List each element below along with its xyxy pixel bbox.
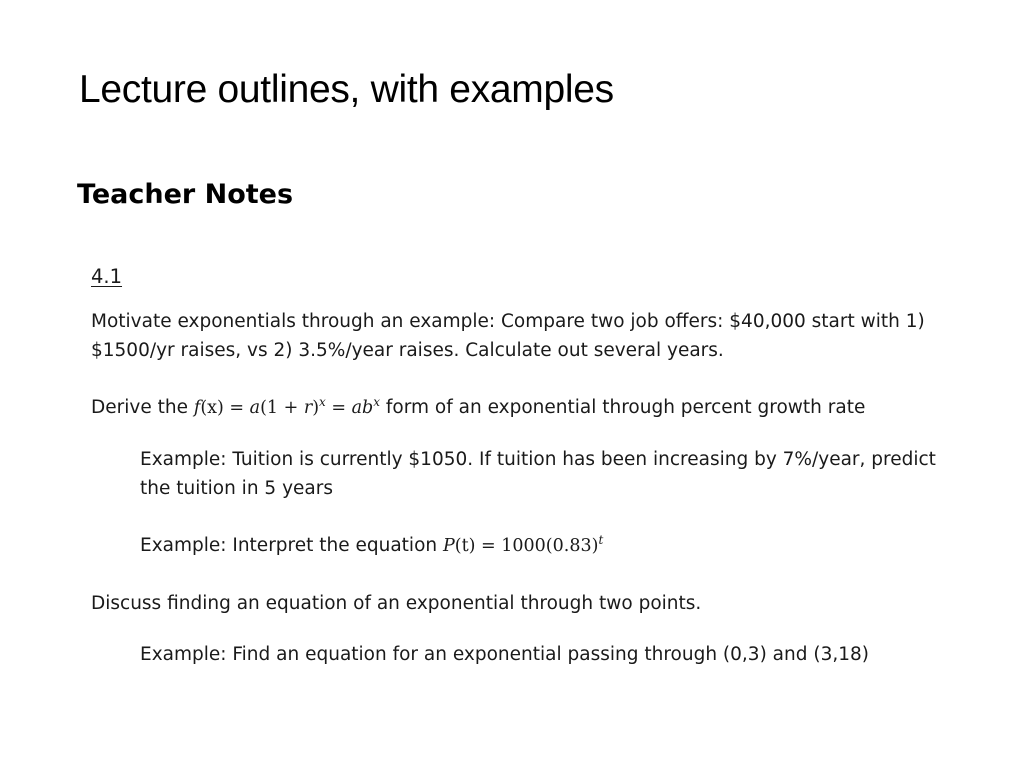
two-points-paragraph: Discuss finding an equation of an exponential through two points. xyxy=(91,593,702,614)
two-points-example: Example: Find an equation for an exponential passing through (0,3) and (3,18) xyxy=(140,644,869,665)
tuition-example: Example: Tuition is currently $1050. If tuition has been increasing by 7%/year, predict the tuition in 5 years xyxy=(140,449,936,499)
eq-t-arg: (t) xyxy=(454,536,476,556)
eq-ab: ab xyxy=(351,398,374,418)
eq-base: (1 + xyxy=(260,398,304,418)
eq-exp-1: x xyxy=(319,395,326,409)
teacher-notes-heading: Teacher Notes xyxy=(77,179,294,210)
slide-title: Lecture outlines, with examples xyxy=(79,68,614,111)
notes-content xyxy=(91,262,941,669)
eq-r: r xyxy=(303,398,313,418)
eq-f: f xyxy=(193,398,201,418)
section-number: 4.1 xyxy=(91,265,123,288)
derive-text-after: form of an exponential through percent growth rate xyxy=(380,397,866,418)
derive-paragraph xyxy=(91,393,941,423)
interpret-text: Example: Interpret the equation xyxy=(140,535,444,556)
eq-exp-2: x xyxy=(373,395,381,409)
eq-x-arg: (x) xyxy=(200,398,224,418)
motivation-paragraph: Motivate exponentials through an example: Compare two job offers: $40,000 start with 1) $1500/yr raises, vs 2) 3.5%/year raises. Calculate out several years. xyxy=(91,311,925,361)
interpret-example xyxy=(140,531,941,561)
eq-close: ) xyxy=(312,398,320,418)
eq-equals-2: = xyxy=(325,398,352,418)
eq-rhs: = 1000(0.83) xyxy=(475,536,599,556)
eq-equals-1: = xyxy=(223,398,250,418)
eq-t-exp: t xyxy=(598,533,604,547)
decay-equation xyxy=(443,533,604,556)
eq-p: P xyxy=(443,536,455,556)
growth-form-equation xyxy=(193,395,381,418)
eq-a: a xyxy=(249,398,261,418)
derive-text-before: Derive the xyxy=(91,397,194,418)
